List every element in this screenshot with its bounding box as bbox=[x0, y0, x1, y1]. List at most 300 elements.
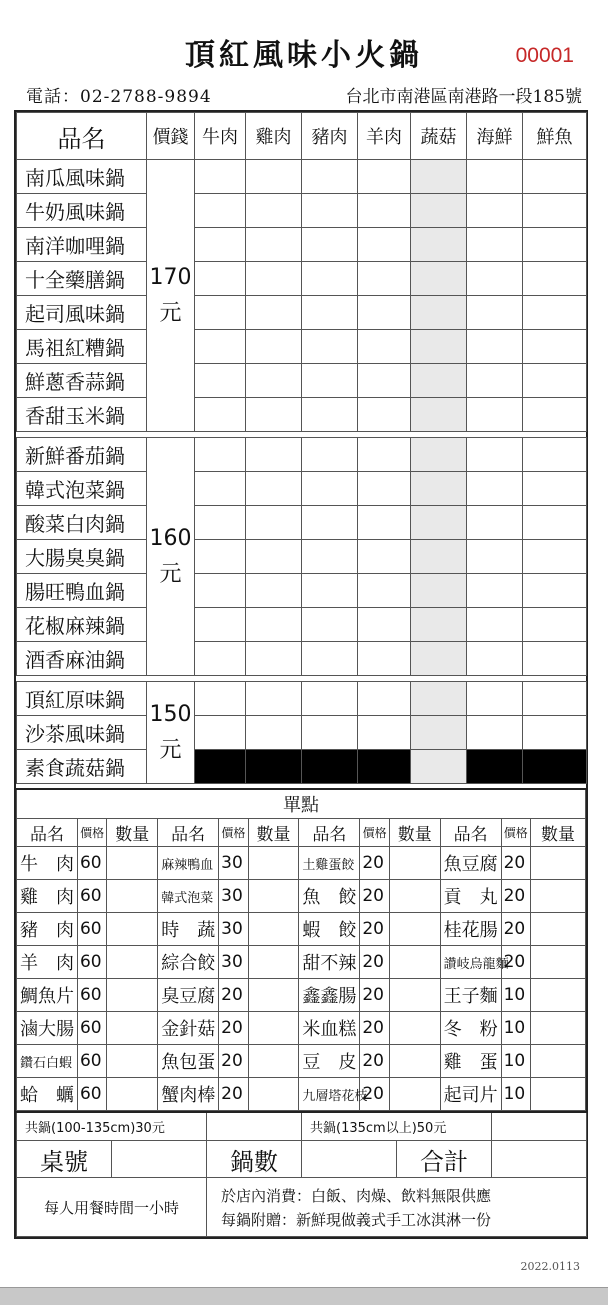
single-item-qty[interactable] bbox=[248, 1078, 299, 1111]
qty-cell-4 bbox=[302, 750, 358, 784]
qty-cell-6[interactable] bbox=[411, 262, 467, 296]
single-item-qty[interactable] bbox=[107, 1012, 158, 1045]
menu-row bbox=[17, 540, 587, 574]
menu-row bbox=[17, 194, 587, 228]
qty-cell-8[interactable] bbox=[523, 262, 587, 296]
single-row bbox=[17, 1045, 586, 1078]
menu-row bbox=[17, 750, 587, 784]
total-field[interactable] bbox=[492, 1141, 587, 1178]
single-item-qty[interactable] bbox=[107, 979, 158, 1012]
single-item-price: 60 bbox=[77, 1078, 106, 1111]
qty-cell-2[interactable] bbox=[195, 506, 246, 540]
single-item-qty[interactable] bbox=[248, 1012, 299, 1045]
time-limit: 每人用餐時間一小時 bbox=[17, 1178, 207, 1237]
qty-cell-6[interactable] bbox=[411, 608, 467, 642]
single-item-name: 韓式泡菜 bbox=[158, 880, 219, 913]
qty-cell-4[interactable] bbox=[302, 296, 358, 330]
hotpot-name: 起司風味鍋 bbox=[17, 296, 147, 330]
form-version: 2022.0113 bbox=[520, 1260, 580, 1273]
menu-row bbox=[17, 716, 587, 750]
single-item-name: 蛤 蠣 bbox=[17, 1078, 78, 1111]
qty-cell-6[interactable] bbox=[411, 472, 467, 506]
single-item-name: 麻辣鴨血 bbox=[158, 847, 219, 880]
single-subheader: 價格 bbox=[77, 819, 106, 847]
qty-cell-6[interactable] bbox=[411, 642, 467, 676]
single-item-price: 60 bbox=[77, 946, 106, 979]
single-item-qty[interactable] bbox=[531, 979, 586, 1012]
qty-cell-4[interactable] bbox=[302, 364, 358, 398]
hotpot-name: 鮮蔥香蒜鍋 bbox=[17, 364, 147, 398]
qty-cell-6[interactable] bbox=[411, 716, 467, 750]
table-number-label: 桌號 bbox=[17, 1141, 112, 1178]
menu-row bbox=[17, 574, 587, 608]
qty-cell-2[interactable] bbox=[195, 682, 246, 716]
menu-row bbox=[17, 438, 587, 472]
qty-cell-3[interactable] bbox=[246, 472, 302, 506]
qty-cell-7[interactable] bbox=[467, 472, 523, 506]
qty-cell-3[interactable] bbox=[246, 194, 302, 228]
qty-cell-4[interactable] bbox=[302, 330, 358, 364]
qty-cell-7[interactable] bbox=[467, 608, 523, 642]
qty-cell-8[interactable] bbox=[523, 682, 587, 716]
qty-cell-7[interactable] bbox=[467, 262, 523, 296]
note-free-icecream: 每鍋附贈：新鮮現做義式手工冰淇淋一份 bbox=[221, 1210, 492, 1229]
single-order-table bbox=[16, 788, 586, 1111]
single-row bbox=[17, 946, 586, 979]
single-item-qty[interactable] bbox=[389, 1078, 440, 1111]
single-item-qty[interactable] bbox=[248, 913, 299, 946]
single-item-qty[interactable] bbox=[389, 1012, 440, 1045]
qty-cell-7[interactable] bbox=[467, 194, 523, 228]
single-subheader: 品名 bbox=[158, 819, 219, 847]
qty-cell-3[interactable] bbox=[246, 540, 302, 574]
single-row bbox=[17, 1078, 586, 1111]
pot-count-label: 鍋數 bbox=[207, 1141, 302, 1178]
single-item-qty[interactable] bbox=[389, 847, 440, 880]
qty-cell-7[interactable] bbox=[467, 540, 523, 574]
qty-cell-5[interactable] bbox=[358, 682, 411, 716]
menu-header-7: 海鮮 bbox=[467, 113, 523, 160]
single-item-price: 20 bbox=[219, 1012, 248, 1045]
qty-cell-3 bbox=[246, 750, 302, 784]
single-subheader: 數量 bbox=[389, 819, 440, 847]
single-item-price: 60 bbox=[77, 1012, 106, 1045]
hotpot-menu-table bbox=[16, 112, 587, 784]
single-item-name: 貢 丸 bbox=[440, 880, 501, 913]
qty-cell-7 bbox=[467, 750, 523, 784]
single-item-name: 綜合餃 bbox=[158, 946, 219, 979]
qty-cell-4[interactable] bbox=[302, 438, 358, 472]
single-row bbox=[17, 979, 586, 1012]
single-item-qty[interactable] bbox=[107, 880, 158, 913]
qty-cell-4[interactable] bbox=[302, 540, 358, 574]
hotpot-name: 素食蔬菇鍋 bbox=[17, 750, 147, 784]
qty-cell-8[interactable] bbox=[523, 574, 587, 608]
single-item-qty[interactable] bbox=[248, 979, 299, 1012]
single-subheader: 品名 bbox=[299, 819, 360, 847]
single-item-qty[interactable] bbox=[248, 847, 299, 880]
qty-cell-7[interactable] bbox=[467, 364, 523, 398]
single-item-qty[interactable] bbox=[389, 1045, 440, 1078]
single-item-name: 冬 粉 bbox=[440, 1012, 501, 1045]
single-item-price: 20 bbox=[501, 847, 530, 880]
single-item-price: 30 bbox=[219, 913, 248, 946]
menu-row bbox=[17, 608, 587, 642]
qty-cell-5[interactable] bbox=[358, 506, 411, 540]
single-item-price: 60 bbox=[77, 847, 106, 880]
qty-cell-3[interactable] bbox=[246, 642, 302, 676]
share-pot-small: 共鍋(100-135cm)30元 bbox=[17, 1112, 207, 1141]
single-item-qty[interactable] bbox=[531, 1012, 586, 1045]
single-item-qty[interactable] bbox=[389, 880, 440, 913]
order-form bbox=[14, 110, 588, 1239]
address: 台北市南港區南港路一段185號 bbox=[345, 87, 582, 107]
single-item-qty[interactable] bbox=[531, 847, 586, 880]
qty-cell-2[interactable] bbox=[195, 330, 246, 364]
qty-cell-4[interactable] bbox=[302, 682, 358, 716]
single-row bbox=[17, 880, 586, 913]
single-item-qty[interactable] bbox=[531, 1078, 586, 1111]
qty-cell-4[interactable] bbox=[302, 472, 358, 506]
menu-row bbox=[17, 228, 587, 262]
qty-cell-6[interactable] bbox=[411, 330, 467, 364]
single-item-qty[interactable] bbox=[531, 1045, 586, 1078]
qty-cell-2[interactable] bbox=[195, 608, 246, 642]
single-item-price: 20 bbox=[360, 880, 389, 913]
single-item-name: 桂花腸 bbox=[440, 913, 501, 946]
single-subheader: 價格 bbox=[360, 819, 389, 847]
single-item-price: 10 bbox=[501, 1045, 530, 1078]
single-item-price: 20 bbox=[501, 880, 530, 913]
single-item-name: 鑽石白蝦 bbox=[17, 1045, 78, 1078]
single-item-price: 20 bbox=[360, 946, 389, 979]
single-item-qty[interactable] bbox=[389, 979, 440, 1012]
qty-cell-8[interactable] bbox=[523, 608, 587, 642]
single-item-price: 60 bbox=[77, 913, 106, 946]
qty-cell-6[interactable] bbox=[411, 296, 467, 330]
qty-cell-3[interactable] bbox=[246, 574, 302, 608]
group-price bbox=[147, 682, 195, 784]
qty-cell-8[interactable] bbox=[523, 472, 587, 506]
qty-cell-8[interactable] bbox=[523, 194, 587, 228]
qty-cell-6[interactable] bbox=[411, 364, 467, 398]
qty-cell-4[interactable] bbox=[302, 160, 358, 194]
qty-cell-8[interactable] bbox=[523, 364, 587, 398]
qty-cell-3[interactable] bbox=[246, 438, 302, 472]
single-item-qty[interactable] bbox=[531, 913, 586, 946]
qty-cell-2 bbox=[195, 750, 246, 784]
hotpot-name: 大腸臭臭鍋 bbox=[17, 540, 147, 574]
single-item-name: 魚豆腐 bbox=[440, 847, 501, 880]
qty-cell-2[interactable] bbox=[195, 194, 246, 228]
single-item-price: 30 bbox=[219, 847, 248, 880]
qty-cell-2[interactable] bbox=[195, 642, 246, 676]
qty-cell-8[interactable] bbox=[523, 438, 587, 472]
hotpot-name: 酒香麻油鍋 bbox=[17, 642, 147, 676]
hotpot-name: 牛奶風味鍋 bbox=[17, 194, 147, 228]
price-value: 170 bbox=[149, 265, 192, 291]
single-item-name: 米血糕 bbox=[299, 1012, 360, 1045]
qty-cell-3[interactable] bbox=[246, 682, 302, 716]
share-pot-large-qty[interactable] bbox=[492, 1112, 587, 1141]
qty-cell-5[interactable] bbox=[358, 364, 411, 398]
menu-header-6: 蔬菇 bbox=[411, 113, 467, 160]
menu-row bbox=[17, 398, 587, 432]
single-item-name: 蝦 餃 bbox=[299, 913, 360, 946]
qty-cell-8[interactable] bbox=[523, 296, 587, 330]
qty-cell-6[interactable] bbox=[411, 160, 467, 194]
single-item-qty[interactable] bbox=[107, 1045, 158, 1078]
qty-cell-5[interactable] bbox=[358, 540, 411, 574]
single-item-price: 60 bbox=[77, 979, 106, 1012]
hotpot-name: 十全藥膳鍋 bbox=[17, 262, 147, 296]
qty-cell-6[interactable] bbox=[411, 750, 467, 784]
qty-cell-3[interactable] bbox=[246, 262, 302, 296]
qty-cell-7[interactable] bbox=[467, 716, 523, 750]
single-item-name: 王子麵 bbox=[440, 979, 501, 1012]
single-item-qty[interactable] bbox=[389, 913, 440, 946]
single-item-name: 土雞蛋餃 bbox=[299, 847, 360, 880]
qty-cell-2[interactable] bbox=[195, 438, 246, 472]
qty-cell-8[interactable] bbox=[523, 642, 587, 676]
qty-cell-8[interactable] bbox=[523, 506, 587, 540]
single-row bbox=[17, 847, 586, 880]
qty-cell-3[interactable] bbox=[246, 608, 302, 642]
qty-cell-3[interactable] bbox=[246, 398, 302, 432]
single-item-price: 20 bbox=[360, 913, 389, 946]
total-label: 合計 bbox=[397, 1141, 492, 1178]
single-item-price: 20 bbox=[219, 1078, 248, 1111]
qty-cell-5[interactable] bbox=[358, 262, 411, 296]
menu-header-1: 價錢 bbox=[147, 113, 195, 160]
pot-count-field[interactable] bbox=[302, 1141, 397, 1178]
service-notes bbox=[207, 1178, 587, 1237]
qty-cell-5[interactable] bbox=[358, 716, 411, 750]
qty-cell-7[interactable] bbox=[467, 228, 523, 262]
qty-cell-3[interactable] bbox=[246, 506, 302, 540]
single-item-qty[interactable] bbox=[107, 913, 158, 946]
qty-cell-2[interactable] bbox=[195, 716, 246, 750]
qty-cell-2[interactable] bbox=[195, 296, 246, 330]
qty-cell-6[interactable] bbox=[411, 506, 467, 540]
qty-cell-8[interactable] bbox=[523, 228, 587, 262]
qty-cell-2[interactable] bbox=[195, 398, 246, 432]
footer-table bbox=[16, 1111, 587, 1237]
qty-cell-6[interactable] bbox=[411, 682, 467, 716]
single-item-qty[interactable] bbox=[531, 880, 586, 913]
hotpot-name: 新鮮番茄鍋 bbox=[17, 438, 147, 472]
menu-row bbox=[17, 296, 587, 330]
qty-cell-3[interactable] bbox=[246, 716, 302, 750]
restaurant-title: 頂紅風味小火鍋 bbox=[185, 38, 423, 73]
table-number-field[interactable] bbox=[112, 1141, 207, 1178]
qty-cell-4[interactable] bbox=[302, 262, 358, 296]
single-row bbox=[17, 1012, 586, 1045]
single-item-name: 金針菇 bbox=[158, 1012, 219, 1045]
price-unit: 元 bbox=[159, 561, 182, 587]
single-item-name: 鯛魚片 bbox=[17, 979, 78, 1012]
qty-cell-8[interactable] bbox=[523, 330, 587, 364]
single-item-qty[interactable] bbox=[248, 946, 299, 979]
single-item-price: 20 bbox=[219, 979, 248, 1012]
hotpot-name: 香甜玉米鍋 bbox=[17, 398, 147, 432]
page-bottom-bar bbox=[0, 1287, 608, 1305]
single-item-qty[interactable] bbox=[107, 847, 158, 880]
qty-cell-5[interactable] bbox=[358, 608, 411, 642]
single-row bbox=[17, 913, 586, 946]
qty-cell-2[interactable] bbox=[195, 364, 246, 398]
qty-cell-8 bbox=[523, 750, 587, 784]
qty-cell-7[interactable] bbox=[467, 330, 523, 364]
single-item-price: 20 bbox=[360, 1012, 389, 1045]
single-subheader: 數量 bbox=[248, 819, 299, 847]
single-item-name: 九層塔花枝 bbox=[299, 1078, 360, 1111]
single-item-price: 20 bbox=[360, 847, 389, 880]
single-item-name: 魚包蛋 bbox=[158, 1045, 219, 1078]
hotpot-name: 沙茶風味鍋 bbox=[17, 716, 147, 750]
single-subheader: 價格 bbox=[219, 819, 248, 847]
qty-cell-4[interactable] bbox=[302, 398, 358, 432]
single-item-qty[interactable] bbox=[531, 946, 586, 979]
qty-cell-5[interactable] bbox=[358, 296, 411, 330]
single-subheader: 品名 bbox=[440, 819, 501, 847]
qty-cell-8[interactable] bbox=[523, 398, 587, 432]
share-pot-small-qty[interactable] bbox=[207, 1112, 302, 1141]
qty-cell-5[interactable] bbox=[358, 438, 411, 472]
qty-cell-7[interactable] bbox=[467, 642, 523, 676]
menu-row bbox=[17, 642, 587, 676]
qty-cell-4[interactable] bbox=[302, 194, 358, 228]
single-item-price: 30 bbox=[219, 946, 248, 979]
qty-cell-7[interactable] bbox=[467, 160, 523, 194]
menu-header-5: 羊肉 bbox=[358, 113, 411, 160]
qty-cell-8[interactable] bbox=[523, 160, 587, 194]
single-item-name: 魚 餃 bbox=[299, 880, 360, 913]
hotpot-name: 南瓜風味鍋 bbox=[17, 160, 147, 194]
single-subheader: 價格 bbox=[501, 819, 530, 847]
qty-cell-7[interactable] bbox=[467, 438, 523, 472]
single-item-price: 60 bbox=[77, 880, 106, 913]
qty-cell-7[interactable] bbox=[467, 506, 523, 540]
single-item-name: 蟹肉棒 bbox=[158, 1078, 219, 1111]
qty-cell-5[interactable] bbox=[358, 472, 411, 506]
group-price bbox=[147, 160, 195, 432]
menu-row bbox=[17, 472, 587, 506]
menu-header-4: 豬肉 bbox=[302, 113, 358, 160]
qty-cell-5[interactable] bbox=[358, 160, 411, 194]
qty-cell-7[interactable] bbox=[467, 296, 523, 330]
share-pot-large: 共鍋(135cm以上)50元 bbox=[302, 1112, 492, 1141]
qty-cell-5[interactable] bbox=[358, 574, 411, 608]
single-item-name: 甜不辣 bbox=[299, 946, 360, 979]
single-item-qty[interactable] bbox=[248, 1045, 299, 1078]
price-value: 160 bbox=[149, 526, 192, 552]
single-item-price: 10 bbox=[501, 1078, 530, 1111]
qty-cell-3[interactable] bbox=[246, 330, 302, 364]
price-unit: 元 bbox=[159, 300, 182, 326]
qty-cell-2[interactable] bbox=[195, 262, 246, 296]
menu-row bbox=[17, 160, 587, 194]
single-item-name: 起司片 bbox=[440, 1078, 501, 1111]
price-unit: 元 bbox=[159, 737, 182, 763]
single-item-qty[interactable] bbox=[389, 946, 440, 979]
qty-cell-5 bbox=[358, 750, 411, 784]
qty-cell-3[interactable] bbox=[246, 228, 302, 262]
qty-cell-3[interactable] bbox=[246, 160, 302, 194]
qty-cell-7[interactable] bbox=[467, 682, 523, 716]
qty-cell-6[interactable] bbox=[411, 194, 467, 228]
qty-cell-7[interactable] bbox=[467, 574, 523, 608]
qty-cell-6[interactable] bbox=[411, 438, 467, 472]
single-item-qty[interactable] bbox=[107, 1078, 158, 1111]
qty-cell-7[interactable] bbox=[467, 398, 523, 432]
qty-cell-5[interactable] bbox=[358, 642, 411, 676]
qty-cell-5[interactable] bbox=[358, 398, 411, 432]
qty-cell-2[interactable] bbox=[195, 160, 246, 194]
hotpot-name: 花椒麻辣鍋 bbox=[17, 608, 147, 642]
qty-cell-8[interactable] bbox=[523, 540, 587, 574]
single-item-price: 60 bbox=[77, 1045, 106, 1078]
single-item-name: 豬 肉 bbox=[17, 913, 78, 946]
qty-cell-2[interactable] bbox=[195, 540, 246, 574]
single-item-name: 雞 肉 bbox=[17, 880, 78, 913]
qty-cell-6[interactable] bbox=[411, 574, 467, 608]
hotpot-name: 馬祖紅糟鍋 bbox=[17, 330, 147, 364]
price-value: 150 bbox=[149, 702, 192, 728]
qty-cell-4[interactable] bbox=[302, 506, 358, 540]
qty-cell-4[interactable] bbox=[302, 642, 358, 676]
qty-cell-4[interactable] bbox=[302, 608, 358, 642]
menu-header-2: 牛肉 bbox=[195, 113, 246, 160]
menu-header-8: 鮮魚 bbox=[523, 113, 587, 160]
serial-number: 00001 bbox=[515, 44, 574, 67]
qty-cell-4[interactable] bbox=[302, 228, 358, 262]
qty-cell-4[interactable] bbox=[302, 574, 358, 608]
qty-cell-2[interactable] bbox=[195, 228, 246, 262]
qty-cell-6[interactable] bbox=[411, 540, 467, 574]
single-item-qty[interactable] bbox=[107, 946, 158, 979]
single-item-name: 讚岐烏龍麵 bbox=[440, 946, 501, 979]
qty-cell-3[interactable] bbox=[246, 364, 302, 398]
qty-cell-5[interactable] bbox=[358, 228, 411, 262]
qty-cell-6[interactable] bbox=[411, 398, 467, 432]
qty-cell-5[interactable] bbox=[358, 194, 411, 228]
qty-cell-8[interactable] bbox=[523, 716, 587, 750]
qty-cell-3[interactable] bbox=[246, 296, 302, 330]
single-item-name: 滷大腸 bbox=[17, 1012, 78, 1045]
hotpot-name: 頂紅原味鍋 bbox=[17, 682, 147, 716]
qty-cell-4[interactable] bbox=[302, 716, 358, 750]
qty-cell-5[interactable] bbox=[358, 330, 411, 364]
single-item-price: 30 bbox=[219, 880, 248, 913]
group-price bbox=[147, 438, 195, 676]
hotpot-name: 南洋咖哩鍋 bbox=[17, 228, 147, 262]
menu-header-0: 品名 bbox=[17, 113, 147, 160]
single-item-price: 20 bbox=[360, 979, 389, 1012]
single-item-name: 時 蔬 bbox=[158, 913, 219, 946]
single-item-price: 20 bbox=[219, 1045, 248, 1078]
qty-cell-6[interactable] bbox=[411, 228, 467, 262]
menu-row bbox=[17, 506, 587, 540]
menu-row bbox=[17, 682, 587, 716]
menu-row bbox=[17, 330, 587, 364]
menu-header-3: 雞肉 bbox=[246, 113, 302, 160]
single-item-qty[interactable] bbox=[248, 880, 299, 913]
qty-cell-2[interactable] bbox=[195, 574, 246, 608]
single-subheader: 數量 bbox=[107, 819, 158, 847]
qty-cell-2[interactable] bbox=[195, 472, 246, 506]
single-item-price: 10 bbox=[501, 1012, 530, 1045]
